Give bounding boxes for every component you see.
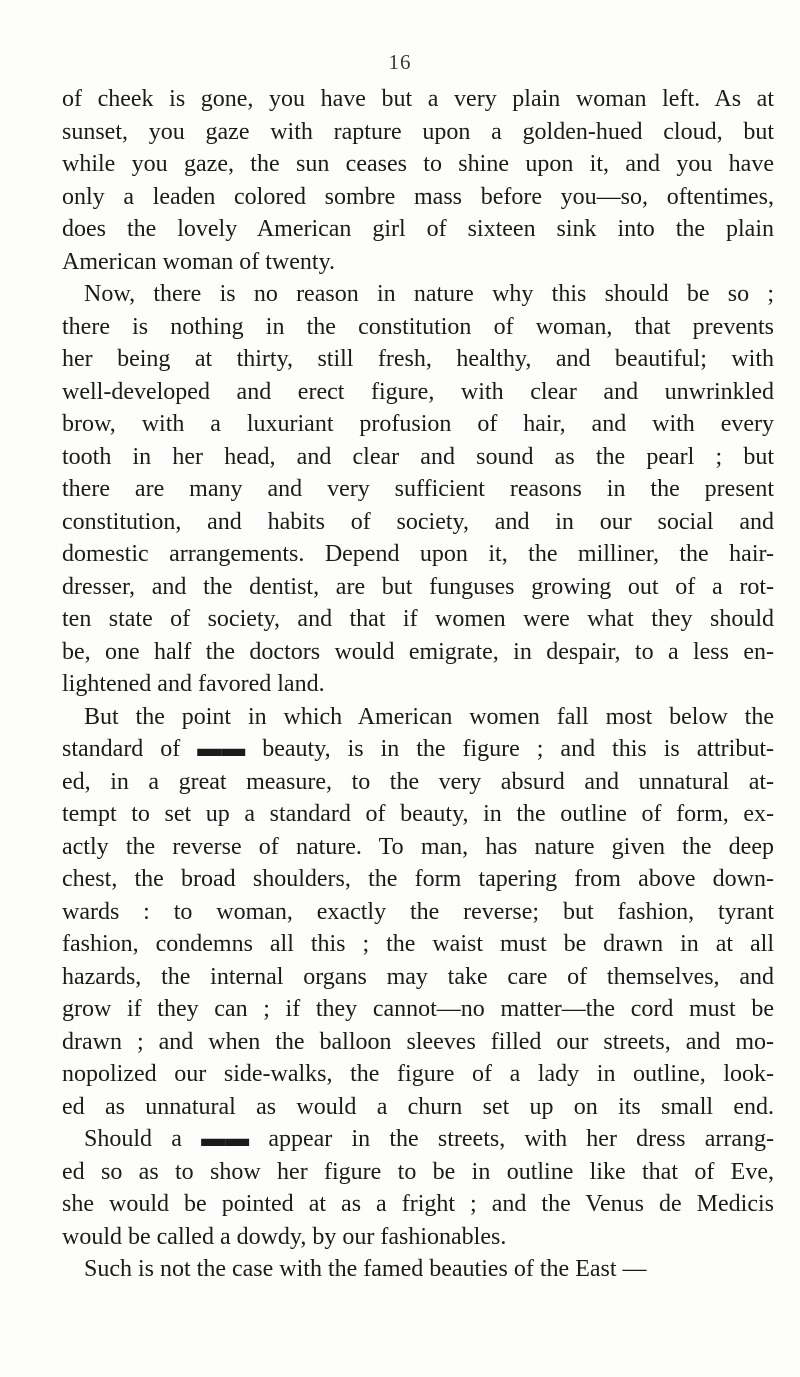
text-line: wards : to woman, exactly the reverse; but fashion, tyrant — [62, 898, 774, 925]
text-line: constitution, and habits of society, and in our social and — [62, 508, 774, 535]
text-line: chest, the broad shoulders, the form tapering from above down- — [62, 866, 774, 892]
text-line: hazards, the internal organs may take care of themselves, and — [62, 963, 774, 990]
text-line: domestic arrangements. Depend upon it, the milliner, the hair- — [62, 541, 774, 567]
text-line: of cheek is gone, you have but a very plain woman left. As at — [62, 86, 774, 112]
text-line: she would be pointed at as a fright ; and the Venus de Medicis — [62, 1191, 774, 1217]
text-line: standard of ▬▬ beauty, is in the figure ; and this is attribut- — [62, 736, 774, 762]
text-line: Now, there is no reason in nature why this should be so ; — [84, 281, 774, 307]
text-line: But the point in which American women fall most below the — [84, 703, 774, 730]
text-line: would be called a dowdy, by our fashionables. — [62, 1223, 507, 1250]
page-number: 16 — [388, 50, 412, 74]
text-line: does the lovely American girl of sixteen sink into the plain — [62, 216, 774, 242]
text-line: her being at thirty, still fresh, healthy, and beautiful; with — [62, 346, 774, 372]
text-line: there are many and very sufficient reasons in the present — [62, 476, 774, 502]
text-line: brow, with a luxuriant profusion of hair, and with every — [62, 411, 774, 437]
text-line: ten state of society, and that if women were what they should — [62, 606, 774, 632]
text-line: tempt to set up a standard of beauty, in the outline of form, ex- — [62, 801, 774, 827]
text-line: nopolized our side-walks, the figure of a lady in outline, look- — [62, 1061, 774, 1087]
text-line: dresser, and the dentist, are but funguses growing out of a rot- — [62, 573, 774, 600]
text-line: there is nothing in the constitution of woman, that prevents — [62, 313, 774, 340]
text-line: lightened and favored land. — [62, 671, 325, 697]
text-line: while you gaze, the sun ceases to shine upon it, and you have — [62, 151, 774, 177]
text-line: Such is not the case with the famed beauties of the East — — [84, 1256, 647, 1282]
text-line: only a leaden colored sombre mass before you—so, oftentimes, — [62, 183, 774, 210]
text-line: ed so as to show her figure to be in outline like that of Eve, — [62, 1158, 774, 1185]
text-line: grow if they can ; if they cannot—no matter—the cord must be — [62, 996, 774, 1022]
text-line: actly the reverse of nature. To man, has nature given the deep — [62, 833, 774, 860]
text-line: be, one half the doctors would emigrate, in despair, to a less en- — [62, 638, 774, 665]
text-line: Should a ▬▬ appear in the streets, with her dress arrang- — [84, 1126, 774, 1152]
text-line: fashion, condemns all this ; the waist must be drawn in at all — [62, 931, 774, 957]
text-line: ed, in a great measure, to the very absurd and unnatural at- — [62, 768, 774, 795]
text-line: ed as unnatural as would a churn set up on its small end. — [62, 1093, 774, 1120]
text-line: American woman of twenty. — [62, 248, 336, 275]
body-text — [62, 83, 774, 1286]
text-line: well-developed and erect figure, with clear and unwrinkled — [62, 378, 774, 405]
text-line: drawn ; and when the balloon sleeves filled our streets, and mo- — [62, 1028, 774, 1055]
text-line: tooth in her head, and clear and sound as the pearl ; but — [62, 443, 774, 470]
text-line: sunset, you gaze with rapture upon a golden-hued cloud, but — [62, 118, 774, 145]
